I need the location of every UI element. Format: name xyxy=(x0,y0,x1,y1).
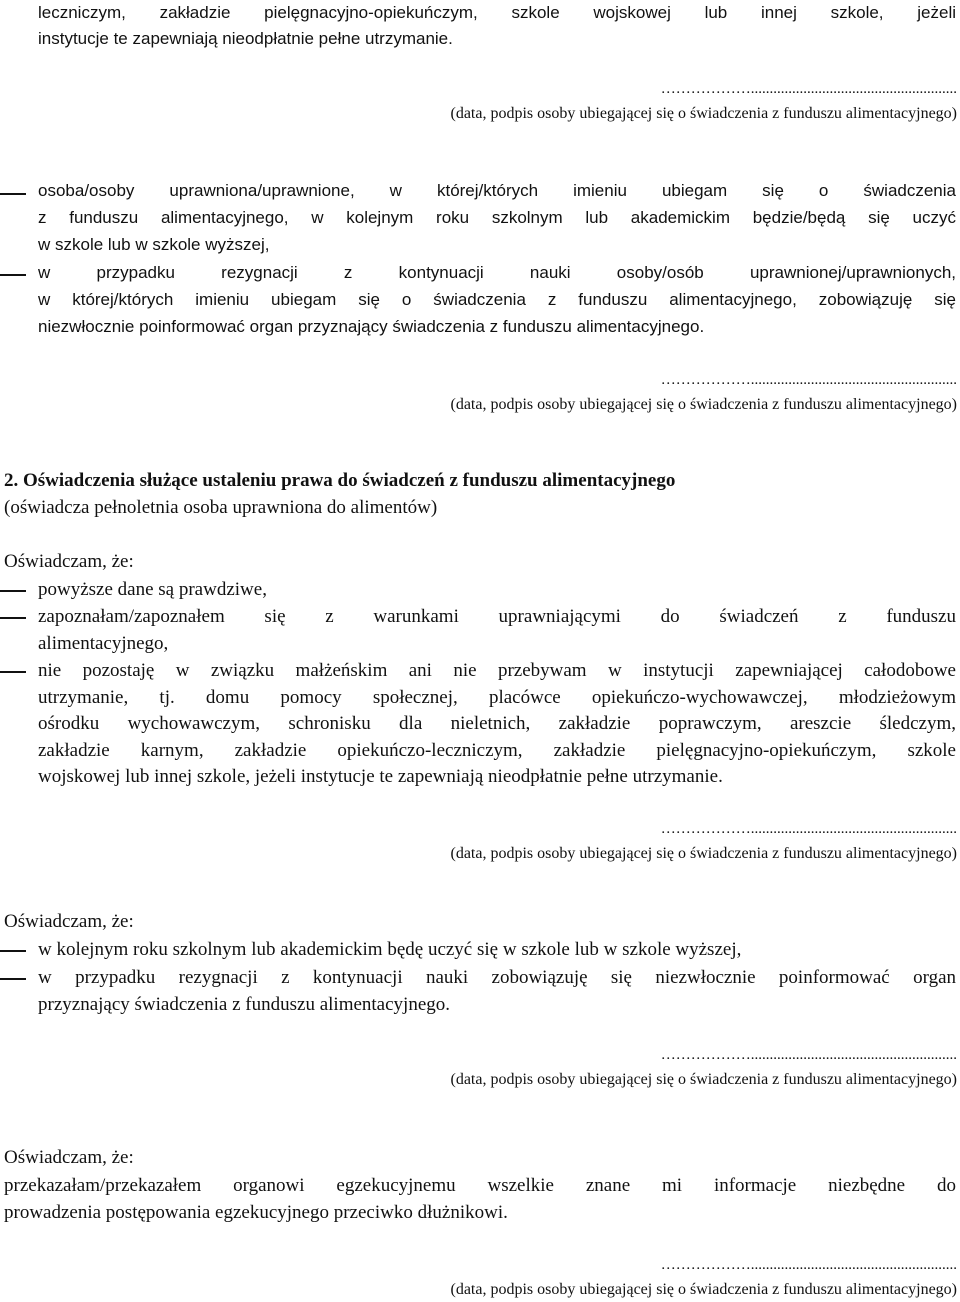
section2-bullet3-line2: utrzymanie, tj. domu pomocy społecznej, placówce opiekuńczo-wychowawczej, młodzieżowym xyxy=(38,687,956,708)
section2-bullet2-line2: alimentacyjnego, xyxy=(38,633,169,654)
section2-bullet3-line5: wojskowej lub innej szkole, jeżeli instytucje te zapewniają nieodpłatnie pełne utrzymanie. xyxy=(38,766,723,787)
section2-declare-label: Oświadczam, że: xyxy=(4,551,134,572)
top-text-line-2: instytucje te zapewniają nieodpłatnie pełne utrzymanie. xyxy=(38,29,453,48)
bullet-dash xyxy=(0,671,26,673)
signature-dots-4: ………………....................................................... xyxy=(660,1047,957,1063)
section2-subheading: (oświadcza pełnoletnia osoba uprawniona do alimentów) xyxy=(4,497,438,518)
signature-label-1: (data, podpis osoby ubiegającej się o świadczenia z funduszu alimentacyjnego) xyxy=(450,105,957,122)
section4-declare-label: Oświadczam, że: xyxy=(4,1147,134,1168)
section3-declare-label: Oświadczam, że: xyxy=(4,911,134,932)
section4-line1: przekazałam/przekazałem organowi egzekucyjnemu wszelkie znane mi informacje niezbędne do xyxy=(4,1175,956,1196)
section2-bullet3-line4: zakładzie karnym, zakładzie opiekuńczo-leczniczym, zakładzie pielęgnacyjno-opiekuńczym, szkole xyxy=(38,740,956,761)
section2-heading: 2. Oświadczenia służące ustaleniu prawa do świadczeń z funduszu alimentacyjnego xyxy=(4,470,676,491)
signature-dots-2: ………………....................................................... xyxy=(660,372,957,388)
section1-bullet2-line1: w przypadku rezygnacji z kontynuacji nauki osoby/osób uprawnionej/uprawnionych, xyxy=(38,263,956,282)
bullet-dash xyxy=(0,274,26,276)
signature-dots-3: ………………....................................................... xyxy=(660,821,957,837)
bullet-dash xyxy=(0,193,26,195)
bullet-dash xyxy=(0,978,26,980)
top-text-line-1: leczniczym, zakładzie pielęgnacyjno-opiekuńczym, szkole wojskowej lub innej szkole, jeżeli xyxy=(38,3,956,22)
section3-bullet1-line1: w kolejnym roku szkolnym lub akademickim będę uczyć się w szkole lub w szkole wyższej, xyxy=(38,939,742,960)
section1-bullet2-line3: niezwłocznie poinformować organ przyznający świadczenia z funduszu alimentacyjnego. xyxy=(38,317,705,336)
section1-bullet1-line1: osoba/osoby uprawniona/uprawnione, w której/których imieniu ubiegam się o świadczenia xyxy=(38,181,956,200)
signature-label-5: (data, podpis osoby ubiegającej się o świadczenia z funduszu alimentacyjnego) xyxy=(450,1281,957,1298)
section2-bullet2-line1: zapoznałam/zapoznałem się z warunkami uprawniającymi do świadczeń z funduszu xyxy=(38,606,956,627)
signature-label-3: (data, podpis osoby ubiegającej się o świadczenia z funduszu alimentacyjnego) xyxy=(450,845,957,862)
section2-bullet3-line1: nie pozostaję w związku małżeńskim ani nie przebywam w instytucji zapewniającej całodobowe xyxy=(38,660,956,681)
section3-bullet2-line2: przyznający świadczenia z funduszu alimentacyjnego. xyxy=(38,994,451,1015)
bullet-dash xyxy=(0,950,26,952)
section2-bullet1-line1: powyższe dane są prawdziwe, xyxy=(38,579,267,600)
section1-bullet1-line2: z funduszu alimentacyjnego, w kolejnym roku szkolnym lub akademickim będzie/będą się uczyć xyxy=(38,208,956,227)
bullet-dash xyxy=(0,590,26,592)
signature-dots-1: ………………....................................................... xyxy=(660,81,957,97)
section3-bullet2-line1: w przypadku rezygnacji z kontynuacji nauki zobowiązuję się niezwłocznie poinformować organ xyxy=(38,967,956,988)
section1-bullet2-line2: w której/których imieniu ubiegam się o świadczenia z funduszu alimentacyjnego, zobowiązuję się xyxy=(38,290,956,309)
signature-dots-5: ………………....................................................... xyxy=(660,1257,957,1273)
section2-bullet3-line3: ośrodku wychowawczym, schronisku dla nieletnich, zakładzie poprawczym, areszcie śledczym, xyxy=(38,713,956,734)
section1-bullet1-line3: w szkole lub w szkole wyższej, xyxy=(38,235,270,254)
signature-label-4: (data, podpis osoby ubiegającej się o świadczenia z funduszu alimentacyjnego) xyxy=(450,1071,957,1088)
signature-label-2: (data, podpis osoby ubiegającej się o świadczenia z funduszu alimentacyjnego) xyxy=(450,396,957,413)
section4-line2: prowadzenia postępowania egzekucyjnego przeciwko dłużnikowi. xyxy=(4,1202,508,1223)
bullet-dash xyxy=(0,617,26,619)
